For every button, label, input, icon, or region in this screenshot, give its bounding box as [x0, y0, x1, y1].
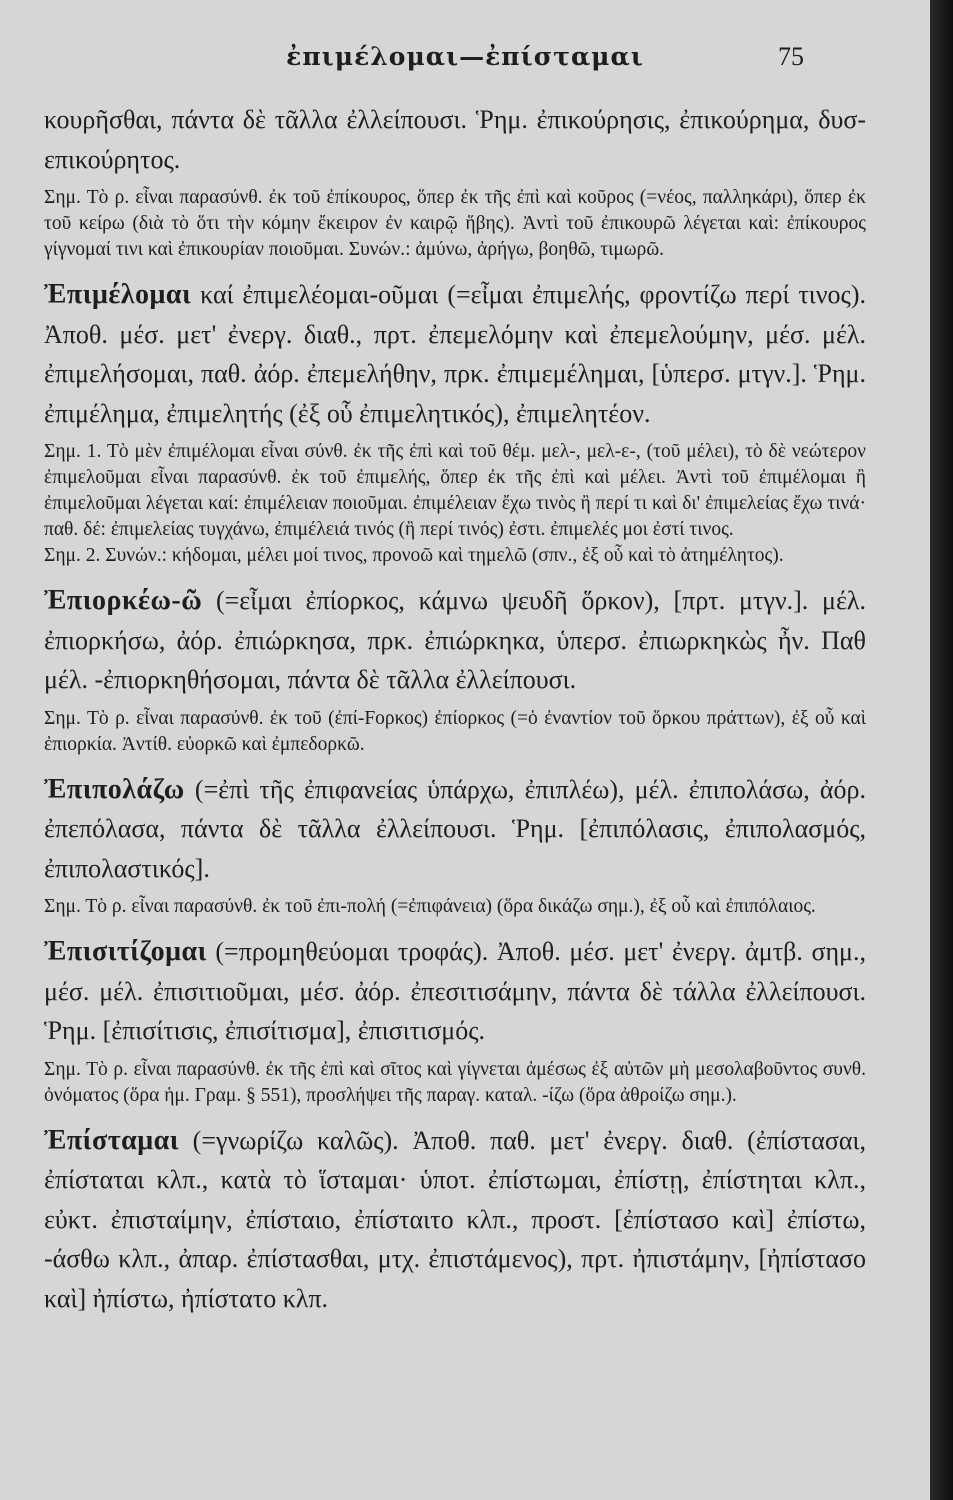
running-header	[0, 42, 930, 78]
entry-note: Σημ. Τὸ ρ. εἶναι παρασύνθ. ἐκ τοῦ ἐπίκουρος, ὅπερ ἐκ τῆς ἐπὶ καὶ κοῦρος (=νέος, παλληκάρι), ὅπερ ἐκ τοῦ κείρω (διὰ τὸ ὅτι τὴν κόμην ἔκειρον ἐν καιρῷ ἥβης). Ἀντὶ τοῦ ἐπικουρῶ λέγεται καὶ: ἐπίκουρος γίγνομαί τινι καὶ ἐπικουρίαν ποιοῦμαι. Συνών.: ἀμύνω, ἀρήγω, βοηθῶ, τιμωρῶ.	[44, 187, 866, 260]
dictionary-entry	[44, 932, 866, 1051]
entry-body: καί ἐπιμελέομαι-οῦμαι (=εἶμαι ἐπιμελής, φροντίζω περί τινος). Ἀποθ. μέσ. μετ' ἐνεργ. διαθ., πρτ. ἐπεμελόμην καὶ ἐπεμελούμην, μέσ. μέλ. ἐπιμελήσομαι, παθ. ἀόρ. ἐπεμελήθην, πρκ. ἐπιμεμέλημαι, [ὑπερσ. μτγν.]. Ῥημ. ἐπιμέλημα, ἐπιμελητής (ἐξ οὗ ἐπιμελητικός), ἐπιμελητέον.	[44, 280, 866, 428]
dictionary-entry	[44, 581, 866, 700]
entry-body: (=ἐπὶ τῆς ἐπιφανείας ὑπάρχω, ἐπιπλέω), μέλ. ἐπιπολάσω, ἀόρ. ἐπεπόλασα, πάντα δὲ τᾶλλα ἐλλείπουσι. Ῥημ. [ἐπιπόλασις, ἐπιπολασμός, ἐπιπολαστικός].	[44, 774, 867, 883]
entry-body: (=εἶμαι ἐπίορκος, κάμνω ψευδῆ ὅρκον), [πρτ. μτγν.]. μέλ. ἐπιορκήσω, ἀόρ. ἐπιώρκησα, πρκ. ἐπιώρκηκα, ὑπερσ. ἐπιωρκηκὼς ἦν. Παθ μέλ. -ἐπιορκηθήσομαι, πάντα δὲ τᾶλλα ἐλλείπουσι.	[44, 586, 867, 694]
entry-headword: Ἐπιπολάζω	[44, 773, 185, 805]
dictionary-entry	[44, 1121, 866, 1319]
entry-note: Σημ. Τὸ ρ. εἶναι παρασύνθ. ἐκ τοῦ (ἐπί-Fορκος) ἐπίορκος (=ὁ ἐναντίον τοῦ ὅρκου πράττων), ἐξ οὗ καὶ ἐπιορκία. Ἀντίθ. εὐορκῶ καὶ ἐμπεδορκῶ.	[44, 707, 866, 755]
entry-headword: Ἐπιορκέω-ῶ	[44, 585, 203, 616]
entry-headword: Ἐπισιτίζομαι	[44, 936, 207, 967]
page-edge-shadow	[930, 0, 953, 1500]
entry-body: (=προμηθεύομαι τροφάς). Ἀποθ. μέσ. μετ' ἐνεργ. ἀμτβ. σημ., μέσ. μέλ. ἐπισιτιοῦμαι, μέσ. ἀόρ. ἐπεσιτισάμην, πάντα δὲ τάλλα ἐλλείπουσι. Ῥημ. [ἐπισίτισις, ἐπισίτισμα], ἐπισιτισμός.	[44, 937, 866, 1045]
page-body	[44, 100, 866, 1318]
entry-headword: Ἐπιμέλομαι	[44, 279, 192, 310]
entry-note: Σημ. Τὸ ρ. εἶναι παρασύνθ. ἐκ τοῦ ἐπι-πολή (=ἐπιφάνεια) (ὅρα δικάζω σημ.), ἐξ οὗ καὶ ἐπιπόλαιος.	[44, 896, 816, 917]
entry-headword: Ἐπίσταμαι	[44, 1124, 179, 1156]
running-title: ἐπιμέλομαι—ἐπίσταμαι	[286, 42, 644, 71]
entry-note: Σημ. Τὸ ρ. εἶναι παρασύνθ. ἐκ τῆς ἐπὶ καὶ σῖτος καὶ γίγνεται ἀμέσως ἐξ αὐτῶν μὴ μεσολαβοῦντος συνθ. ὀνόματος (ὅρα ἡμ. Γραμ. § 551), προσλήψει τῆς παραγ. καταλ. -ίζω (ὅρα ἀθροίζω σημ.).	[44, 1058, 866, 1106]
entry-note-2: Σημ. 2. Συνών.: κήδομαι, μέλει μοί τινος, προνοῶ καὶ τημελῶ (σπν., ἐξ οὗ καὶ τὸ ἀτημέλητος).	[44, 545, 784, 566]
page-number: 75	[778, 42, 804, 71]
dictionary-entry	[44, 275, 866, 433]
entry-body: (=γνωρίζω καλῶς). Ἀποθ. παθ. μετ' ἐνεργ. διαθ. (ἐπίστασαι, ἐπίσταται κλπ., κατὰ τὸ ἵσταμαι· ὑποτ. ἐπίστωμαι, ἐπίστῃ, ἐπίστηται κλπ., εὐκτ. ἐπισταίμην, ἐπίσταιο, ἐπίσταιτο κλπ., προστ. [ἐπίστασο καὶ] ἐπίστω, -άσθω κλπ., ἀπαρ. ἐπίστασθαι, μτχ. ἐπιστάμενος), πρτ. ἠπιστάμην, [ἠπίστασο καὶ] ἠπίστω, ἠπίστατο κλπ.	[44, 1125, 866, 1313]
entry-note-1: Σημ. 1. Τὸ μὲν ἐπιμέλομαι εἶναι σύνθ. ἐκ τῆς ἐπὶ καὶ τοῦ θέμ. μελ-, μελ-ε-, (τοῦ μέλει), τὸ δὲ νεώτερον ἐπιμελοῦμαι εἶναι παρασύνθ. ἐκ τοῦ ἐπιμελής, ὅπερ ἐκ τῆς ἐπὶ καὶ μέλει. Ἀντὶ τοῦ ἐπιμέλομαι ἢ ἐπιμελοῦμαι λέγεται καί: ἐπιμέλειαν ποιοῦμαι. ἐπιμέλειαν ἔχω τινὸς ἢ περί τι καὶ δι' ἐπιμελείας ἔχω τινά· παθ. δέ: ἐπιμελείας τυγχάνω, ἐπιμέλειά τινός (ἢ περί τινός) ἐστι. ἐπιμελές μοι ἐστί τινος.	[44, 441, 866, 540]
entry-continuation: κουρῆσθαι, πάντα δὲ τᾶλλα ἐλλείπουσι. Ῥημ. ἐπικούρησις, ἐπικούρημα, δυσ-επικούρητος.	[44, 105, 866, 174]
entry-note	[44, 439, 866, 569]
dictionary-entry	[44, 770, 866, 889]
